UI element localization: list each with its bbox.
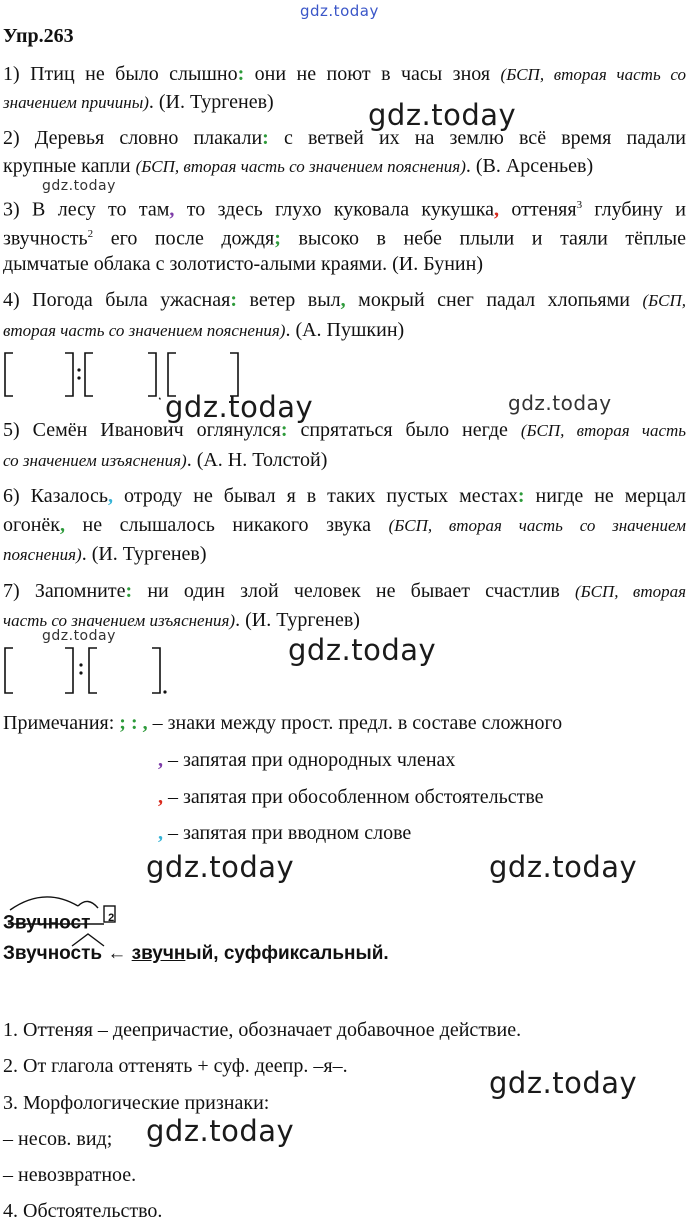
watermark: gdz.today <box>489 1066 638 1100</box>
watermark-medium: gdz.today <box>508 391 612 415</box>
watermark: gdz.today <box>146 850 295 884</box>
notes-line-1: Примечания: ; : , – знаки между прост. предл. в составе сложного <box>3 712 563 734</box>
morph-point-5: – невозвратное. <box>3 1164 137 1186</box>
morph-point-4: – несов. вид; <box>3 1128 113 1150</box>
exercise-title: Упр.263 <box>3 25 74 47</box>
watermark-small: gdz.today <box>42 178 116 194</box>
sentence-scheme-7 <box>0 645 180 697</box>
bracket <box>152 648 160 693</box>
sentence-6-line-1: 6) Казалось, отроду не бывал я в таких пустых местах: нигде не мерцал <box>3 485 687 507</box>
morph-point-6: 4. Обстоятельство. <box>3 1200 163 1222</box>
sentence-6-line-2: огонёк, не слышалось никакого звука (БСП, вторая часть со значением <box>3 514 687 536</box>
notes-line-2: , – запятая при однородных членах <box>158 749 456 771</box>
watermark: gdz.today <box>165 390 314 424</box>
sentence-3-line-2: звучность$^2$ его после дождя; высоко в небе плыли и таяли тёплые <box>3 227 686 250</box>
sentence-3-line-1: 3) В лесу то там, то здесь глухо куковала кукушка, оттеняя$^3$ глубину и <box>3 198 686 221</box>
watermark: gdz.today <box>288 633 437 667</box>
watermark: gdz.today <box>146 1114 295 1148</box>
colon-dot <box>77 368 80 371</box>
watermark: gdz.today <box>368 98 517 132</box>
watermark-small: gdz.today <box>42 628 116 644</box>
bracket <box>65 648 73 693</box>
comma-mark: , <box>158 388 162 400</box>
sentence-4-line-2: вторая часть со значением пояснения). (А. Пушкин) <box>3 319 405 341</box>
bracket <box>85 353 93 396</box>
sentence-1-line-2: значением причины). (И. Тургенев) <box>3 91 274 113</box>
sentence-7-line-1: 7) Запомните: ни один злой человек не бывает счастлив (БСП, вторая <box>3 580 686 602</box>
watermark-top: gdz.today <box>300 2 379 20</box>
sentence-7-line-2: часть со значением изъяснения). (И. Тургенев) <box>3 609 360 631</box>
sentence-4-line-1: 4) Погода была ужасная: ветер выл, мокрый снег падал хлопьями (БСП, <box>3 289 687 311</box>
period-dot <box>163 690 166 693</box>
sentence-2-line-2: крупные капли (БСП, вторая часть со значением пояснения). (В. Арсеньев) <box>3 155 594 177</box>
morpheme-word: Звучност $^2$ <box>3 912 115 934</box>
sentence-2-line-1: 2) Деревья словно плакали: с ветвей их на землю всё время падали <box>3 127 686 149</box>
bracket <box>5 648 13 693</box>
sentence-5-line-2: со значением изъяснения). (А. Н. Толстой) <box>3 449 328 471</box>
derivation-line: Звучность ← звучный, суффиксальный. <box>3 943 389 964</box>
morph-point-1: 1. Оттеняя – деепричастие, обозначает добавочное действие. <box>3 1019 522 1041</box>
colon-dot <box>77 376 80 379</box>
colon-dot <box>79 671 82 674</box>
colon-dot <box>79 663 82 666</box>
bracket <box>65 353 73 396</box>
bracket <box>148 353 156 396</box>
bracket <box>89 648 97 693</box>
morph-point-2: 2. От глагола оттенять + суф. деепр. –я–. <box>3 1055 348 1077</box>
sentence-5-line-1: 5) Семён Иванович оглянулся: спрятаться было негде (БСП, вторая часть <box>3 419 687 441</box>
morph-point-3: 3. Морфологические признаки: <box>3 1092 270 1114</box>
sentence-3-line-3: дымчатые облака с золотисто-алыми краями. (И. Бунин) <box>3 253 483 275</box>
sentence-1-line-1: 1) Птиц не было слышно: они не поют в часы зноя (БСП, вторая часть со <box>3 63 686 85</box>
sentence-6-line-3: пояснения). (И. Тургенев) <box>3 543 207 565</box>
bracket <box>5 353 13 396</box>
notes-line-4: , – запятая при вводном слове <box>158 822 412 844</box>
watermark: gdz.today <box>489 850 638 884</box>
notes-line-3: , – запятая при обособленном обстоятельстве <box>158 786 544 808</box>
